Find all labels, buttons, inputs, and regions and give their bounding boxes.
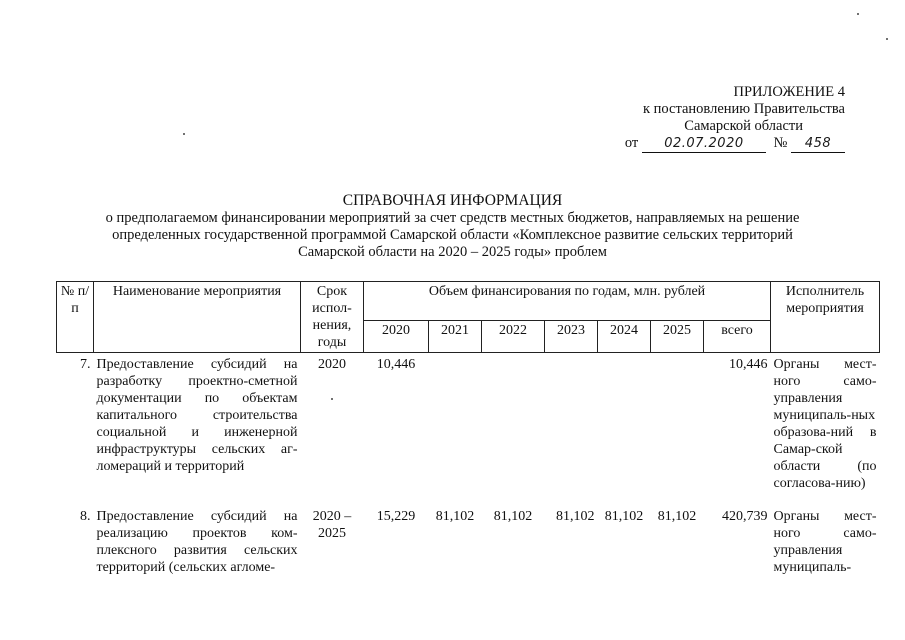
header-name: Наименование мероприятия xyxy=(94,282,301,353)
heading-line-3: Самарской области на 2020 – 2025 годы» проблем xyxy=(298,244,607,260)
scan-speck xyxy=(857,13,859,15)
row-term: 2020 – 2025 xyxy=(312,509,352,541)
appendix-block xyxy=(625,84,845,153)
appendix-title: ПРИЛОЖЕНИЕ 4 xyxy=(733,84,845,100)
row-num: 8. xyxy=(80,509,91,524)
document-heading xyxy=(0,192,905,261)
row-value-2022: 81,102 xyxy=(493,509,533,524)
header-year: 2025 xyxy=(651,321,704,353)
header-term: Срок испол-нения, годы xyxy=(301,282,364,353)
row-value-total: 10,446 xyxy=(729,357,768,372)
row-value-2023: 81,102 xyxy=(556,509,595,524)
row-value-2024: 81,102 xyxy=(604,509,644,524)
row-value-2025: 81,102 xyxy=(657,509,697,524)
header-year: 2024 xyxy=(598,321,651,353)
row-name: Предоставление субсидий на разработку проектно-сметной документации по объектам капитального строительства социальной и инженерной инфраструктуры сельских аг-ломераций и территорий xyxy=(96,357,298,474)
row-value-2025 xyxy=(651,353,704,493)
row-executor: Органы мест-ного само-управления муниципаль- xyxy=(773,509,877,575)
row-value-2020: 10,446 xyxy=(376,357,416,372)
header-year: 2020 xyxy=(364,321,429,353)
heading-line-2: определенных государственной программой Самарской области «Комплексное развитие сельских территорий xyxy=(112,227,793,243)
row-term: 2020 xyxy=(318,357,346,372)
document-title: СПРАВОЧНАЯ ИНФОРМАЦИЯ xyxy=(342,192,563,209)
heading-line-1: о предполагаемом финансировании мероприятий за счет средств местных бюджетов, направляемых на решение xyxy=(105,210,800,226)
row-num: 7. xyxy=(80,357,91,372)
header-year: 2021 xyxy=(429,321,482,353)
header-year: 2022 xyxy=(482,321,545,353)
row-value-2023 xyxy=(545,353,598,493)
header-funding: Объем финансирования по годам, млн. рублей xyxy=(364,282,771,321)
date-prefix: от xyxy=(624,135,639,151)
scan-speck xyxy=(183,133,185,135)
header-executor: Исполнитель мероприятия xyxy=(771,282,880,353)
appendix-line-region: Самарской области xyxy=(684,118,803,134)
header-year: 2023 xyxy=(545,321,598,353)
scan-speck xyxy=(886,38,888,40)
header-total: всего xyxy=(704,321,771,353)
row-executor: Органы мест-ного само-управления муниципаль-ных образова-ний в Самар-ской области (по согласова-нию) xyxy=(773,357,877,491)
table-row xyxy=(57,508,880,576)
row-value-total: 420,739 xyxy=(722,509,768,524)
row-name: Предоставление субсидий на реализацию проектов ком-плексного развития сельских территорий (сельских агломе- xyxy=(96,509,298,575)
row-value-2022 xyxy=(482,353,545,493)
row-value-2021 xyxy=(429,353,482,493)
handwritten-number: 458 xyxy=(791,135,845,153)
row-value-2020: 15,229 xyxy=(376,509,416,524)
row-spacer xyxy=(57,492,880,508)
table-row xyxy=(57,353,880,493)
header-num: № п/п xyxy=(57,282,94,353)
appendix-date-line xyxy=(625,135,845,153)
handwritten-date: 02.07.2020 xyxy=(642,135,766,153)
funding-table xyxy=(56,281,880,576)
row-value-2024 xyxy=(598,353,651,493)
appendix-line-resolution: к постановлению Правительства xyxy=(643,101,845,117)
number-prefix: № xyxy=(773,135,788,151)
row-value-2021: 81,102 xyxy=(435,509,475,524)
